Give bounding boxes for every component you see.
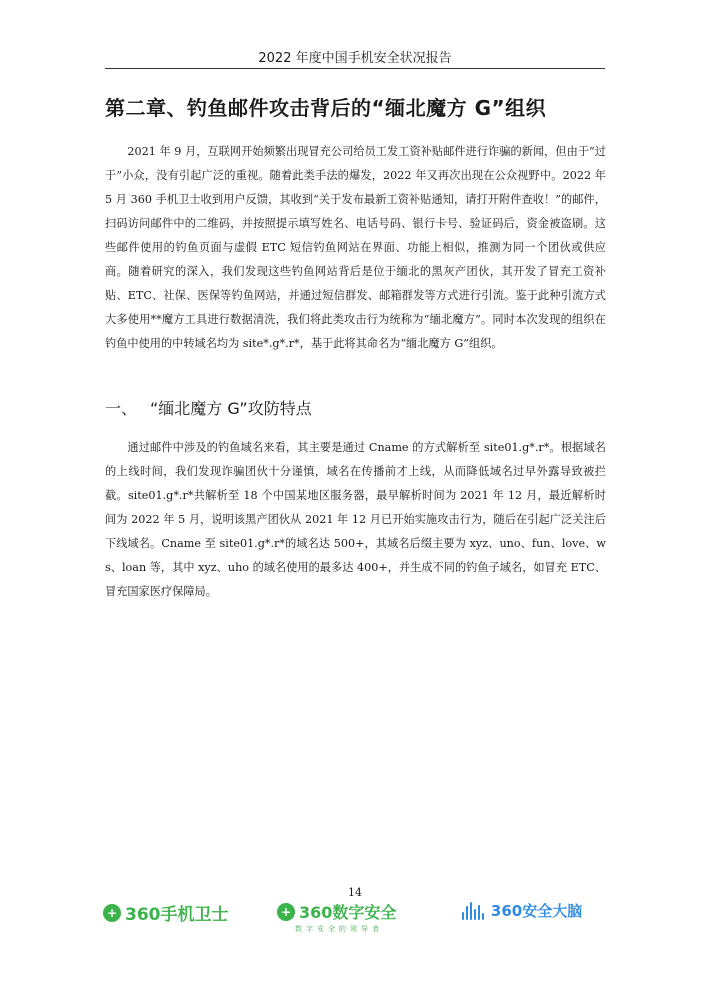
chapter-title: 第二章、钓鱼邮件攻击背后的“缅北魔方 G”组织 (105, 96, 547, 120)
logo-360-digital-security (277, 900, 396, 934)
page-number: 14 (348, 886, 362, 899)
paragraph-intro: 2021 年 9 月，互联网开始频繁出现冒充公司给员工发工资补贴邮件进行诈骗的新闻，但由于“过于”小众，没有引起广泛的重视。随着此类手法的爆发，2022 年又再次出现在公众视野中。2022 年 5 月 360 手机卫士收到用户反馈，其收到“关于发布最新工资补贴通知，请打开附件查收！”的邮件，扫码访问邮件中的二维码，并按照提示填写姓名、电话号码、银行卡号、验证码后，资金被盗刷。这些邮件使用的钓鱼页面与虚假 ETC 短信钓鱼网站在界面、功能上相似，推测为同一个团伙或供应商。随着研究的深入，我们发现这些钓鱼网站背后是位于缅北的黑灰产团伙，其开发了冒充工资补贴、ETC、社保、医保等钓鱼网站，并通过短信群发、邮箱群发等方式进行引流。鉴于此种引流方式大多使用**魔方工具进行数据清洗，我们将此类攻击行为统称为“缅北魔方”。同时本次发现的组织在钓鱼中使用的中转域名均为 site*.g*.r*，基于此将其命名为“缅北魔方 G”组织。 (105, 145, 606, 350)
plus-icon: + (277, 903, 295, 921)
section-heading (105, 396, 312, 419)
logo-360-digital-security-text: 360数字安全 (299, 903, 397, 922)
logo-360-mobile-guard-text: 360手机卫士 (125, 905, 229, 925)
report-header: 2022 年度中国手机安全状况报告 (258, 51, 452, 66)
paragraph-domain-analysis: 通过邮件中涉及的钓鱼域名来看，其主要是通过 Cname 的方式解析至 site01.g*.r*。根据域名的上线时间，我们发现诈骗团伙十分谨慎，域名在传播前才上线，从而降低域名过早外露导致被拦截。site01.g*.r*共解析至 18 个中国某地区服务器，最早解析时间为 2021 年 12 月，最近解析时间为 2022 年 5 月，说明该黑产团伙从 2021 年 12 月已开始实施攻击行为，随后在引起广泛关注后下线域名。Cname 至 site01.g*.r*的域名达 500+，其域名后缀主要为 xyz、uno、fun、love、ws、loan 等，其中 xyz、uho 的域名使用的最多达 400+，并生成不同的钓鱼子域名，如冒充 ETC、冒充国家医疗保障局。 (105, 441, 606, 598)
logo-tagline: 数字安全的领导者 (295, 925, 383, 933)
plus-icon: + (103, 904, 121, 922)
sound-wave-icon (462, 902, 486, 920)
logo-360-security-brain (462, 900, 582, 921)
section-title: “缅北魔方 G”攻防特点 (150, 399, 312, 418)
logo-360-security-brain-text: 360安全大脑 (490, 902, 583, 920)
header-rule (105, 68, 605, 69)
logo-360-mobile-guard (103, 900, 229, 925)
section-number: 一、 (105, 399, 138, 418)
